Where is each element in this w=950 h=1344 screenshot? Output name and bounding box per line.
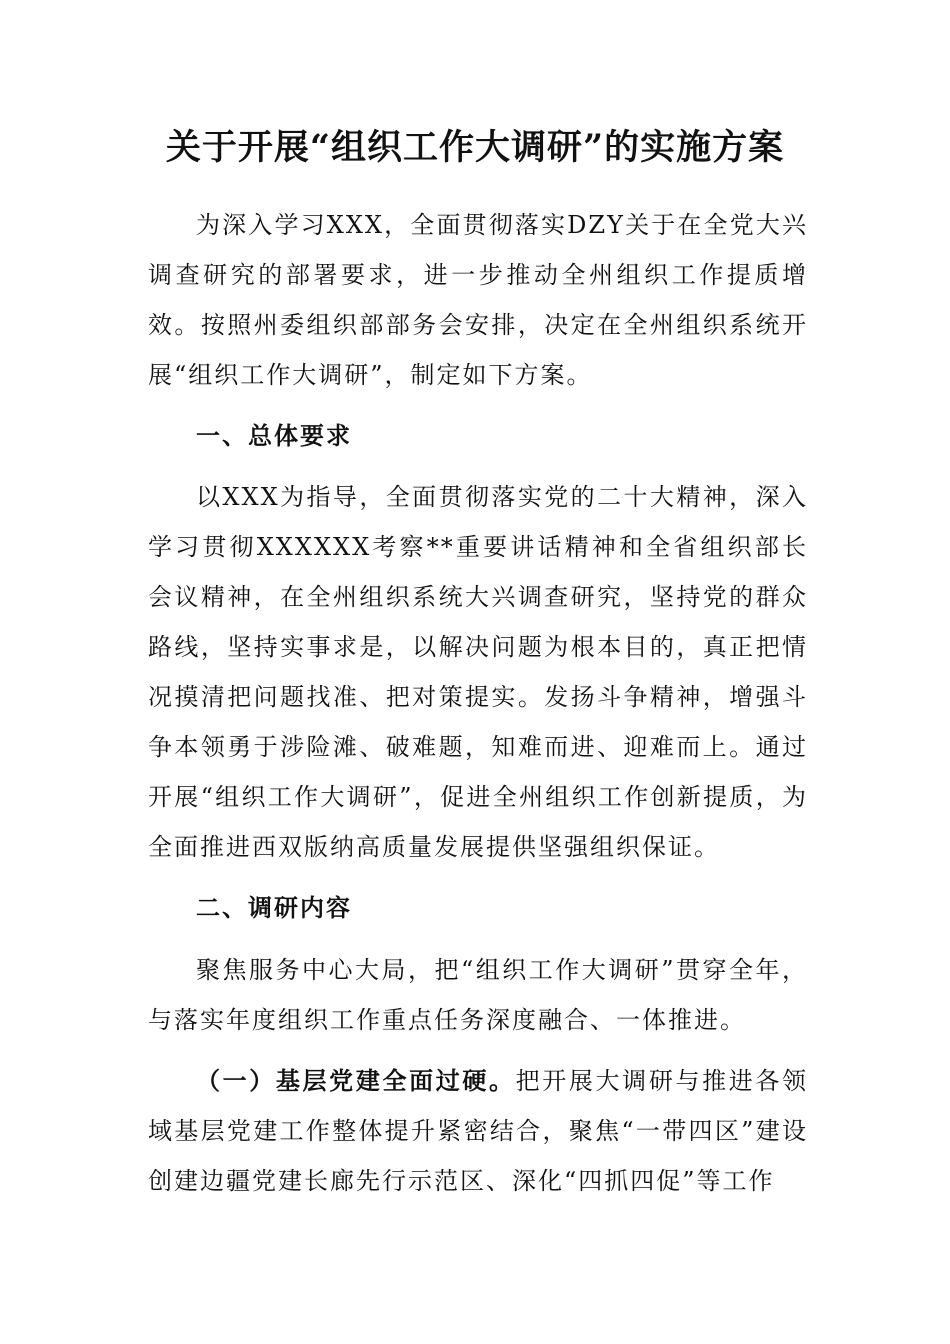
- section-heading-research-content: 二、调研内容: [196, 893, 352, 922]
- research-content-paragraph: 聚焦服务中心大局，把“组织工作大调研”贯穿全年，与落实年度组织工作重点任务深度融合、一体推进。: [148, 956, 808, 1034]
- item-lead-grassroots-party-building: （一）基层党建全面过硬。: [196, 1066, 516, 1095]
- general-requirements-paragraph: 以XXX为指导，全面贯彻落实党的二十大精神，深入学习贯彻XXXXXX考察**重要讲话精神和全省组织部长会议精神，在全州组织系统大兴调查研究，坚持党的群众路线，坚持实事求是，以解决问题为根本目的，真正把情况摸清把问题找准、把对策提实。发扬斗争精神，增强斗争本领勇于涉险滩、破难题，知难而进、迎难而上。通过开展“组织工作大调研”，促进全州组织工作创新提质，为全面推进西双版纳高质量发展提供坚强组织保证。: [148, 483, 808, 861]
- section-heading-general-requirements: 一、总体要求: [196, 421, 352, 450]
- item-body-grassroots-party-building: 把开展大调研与推进各领域基层党建工作整体提升紧密结合，聚焦“一带四区”建设创建边疆党建长廊先行示范区、深化“四抓四促”等工作: [148, 1067, 809, 1195]
- grassroots-party-building-paragraph: [148, 1056, 808, 1206]
- document-title: 关于开展“组织工作大调研”的实施方案: [165, 127, 785, 168]
- intro-paragraph: 为深入学习XXX，全面贯彻落实DZY关于在全党大兴调查研究的部署要求，进一步推动全州组织工作提质增效。按照州委组织部部务会安排，决定在全州组织系统开展“组织工作大调研”，制定如下方案。: [148, 211, 808, 389]
